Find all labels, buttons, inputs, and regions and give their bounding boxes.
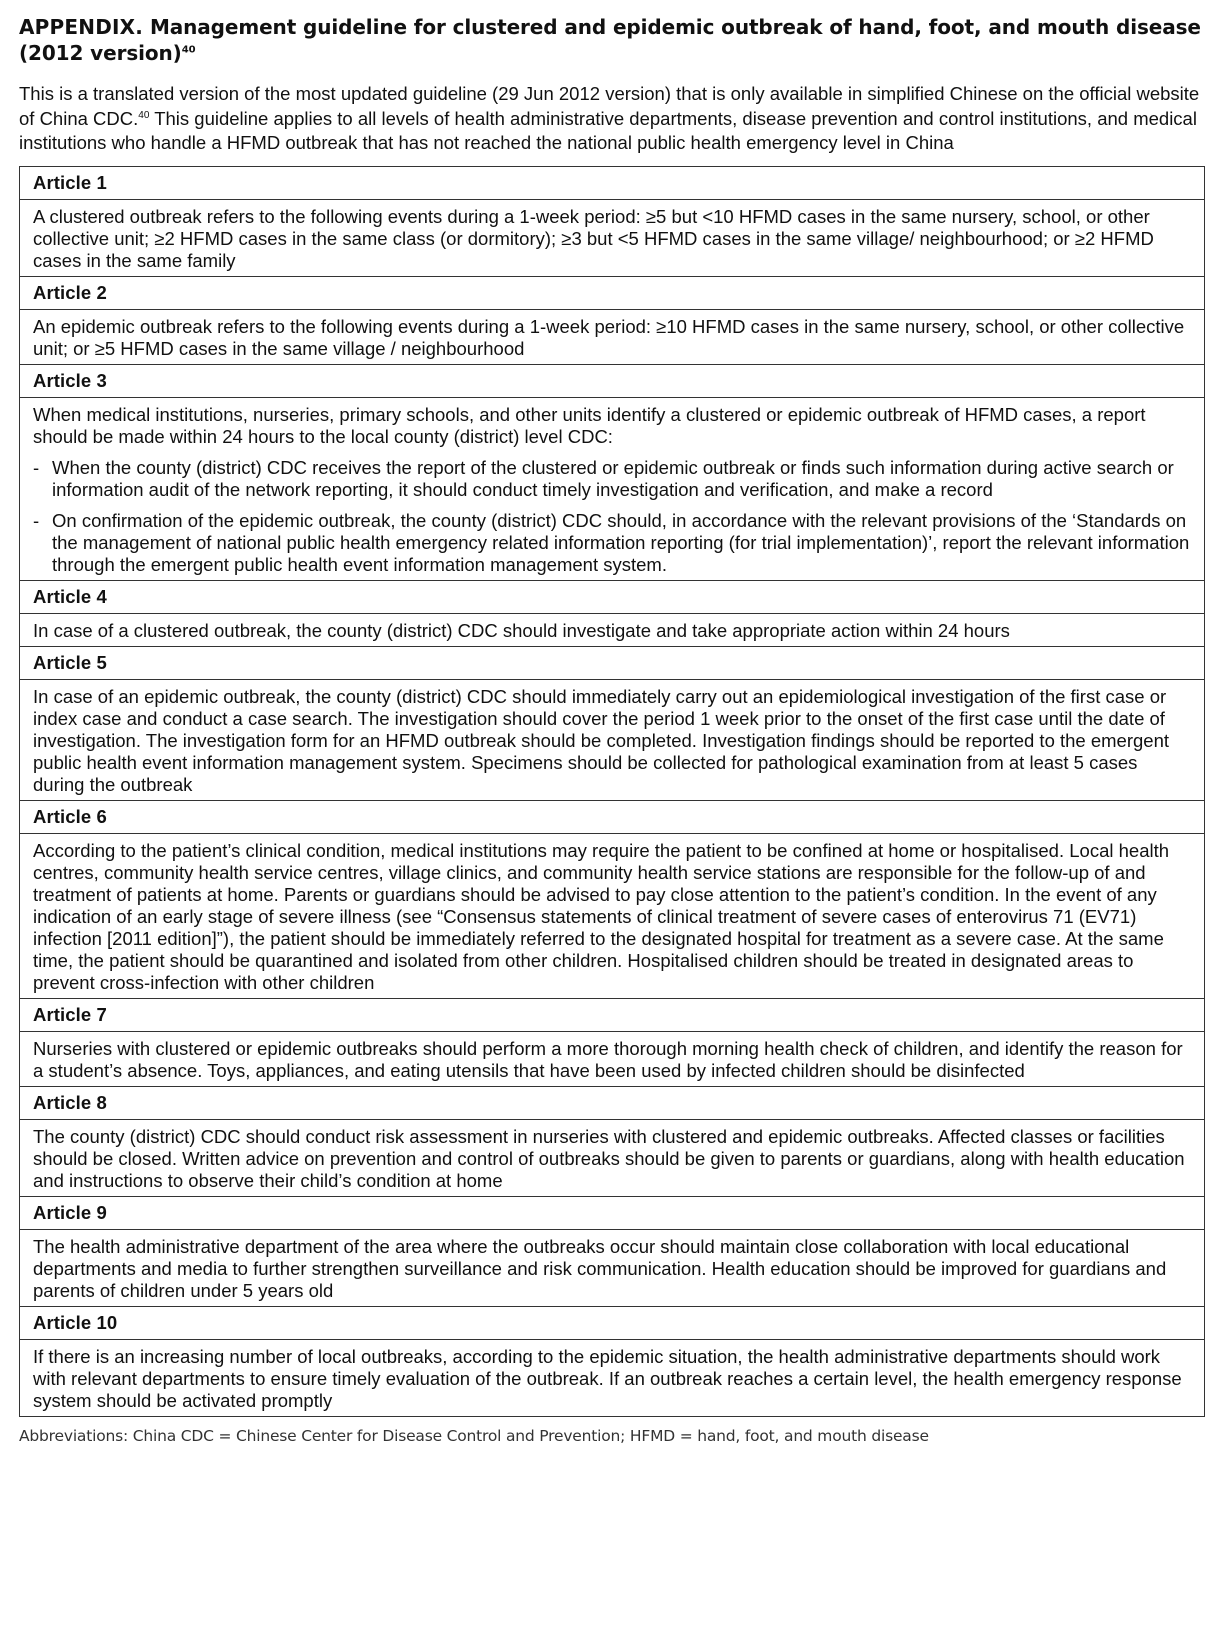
title-reference: 40 — [181, 44, 196, 56]
article-body-row — [20, 613, 1205, 646]
article-heading-row — [20, 800, 1205, 833]
article-body — [20, 199, 1205, 276]
article-heading: Article 5 — [20, 646, 1205, 679]
title-lead: APPENDIX. — [19, 15, 144, 39]
article-body-row — [20, 833, 1205, 998]
article-text: Nurseries with clustered or epidemic outbreaks should perform a more thorough morning health check of children, and identify the reason for a student’s absence. Toys, appliances, and eating utensils that have been used by infected children should be disinfected — [33, 1037, 1183, 1081]
articles-table-body — [20, 166, 1205, 1416]
intro-reference: 40 — [138, 109, 150, 121]
article-text: In case of an epidemic outbreak, the county (district) CDC should immediately carry out an epidemiological investigation of the first case or index case and conduct a case search. The investigation should cover the period 1 week prior to the onset of the first case until the date of investigation. The investigation form for an HFMD outbreak should be completed. Investigation findings should be reported to the emergent public health event information management system. Specimens should be collected for pathological examination from at least 5 cases during the outbreak — [33, 685, 1170, 795]
article-body-row — [20, 309, 1205, 364]
article-body-row — [20, 1339, 1205, 1416]
title-text: Management guideline for clustered and epidemic outbreak of hand, foot, and mouth disease (2012 version) — [19, 15, 1201, 65]
article-heading: Article 3 — [20, 364, 1205, 397]
article-heading: Article 9 — [20, 1196, 1205, 1229]
article-body — [20, 679, 1205, 800]
article-heading: Article 6 — [20, 800, 1205, 833]
article-heading-row — [20, 166, 1205, 199]
article-heading-row — [20, 364, 1205, 397]
article-heading-row — [20, 276, 1205, 309]
article-body-row — [20, 1119, 1205, 1196]
article-body — [20, 613, 1205, 646]
article-heading: Article 7 — [20, 998, 1205, 1031]
article-body — [20, 1339, 1205, 1416]
article-body — [20, 309, 1205, 364]
article-text: The county (district) CDC should conduct risk assessment in nurseries with clustered and epidemic outbreaks. Affected classes or facilities should be closed. Written advice on prevention and control of outbreaks should be given to parents or guardians, along with health education and instructions to observe their child’s condition at home — [33, 1125, 1185, 1191]
article-body-row — [20, 199, 1205, 276]
article-bullet-list — [33, 457, 1191, 576]
page-title — [19, 14, 1206, 66]
bullet-dash-marker: - — [33, 509, 40, 531]
article-body — [20, 1031, 1205, 1086]
article-heading: Article 10 — [20, 1306, 1205, 1339]
bullet-text: When the county (district) CDC receives the report of the clustered or epidemic outbreak or finds such information during active search or information audit of the network reporting, it should conduct timely investigation and verification, and make a record — [52, 456, 1174, 500]
article-text: In case of a clustered outbreak, the county (district) CDC should investigate and take appropriate action within 24 hours — [33, 619, 1010, 641]
article-text: An epidemic outbreak refers to the following events during a 1-week period: ≥10 HFMD cases in the same nursery, school, or other collective unit; or ≥5 HFMD cases in the same village / neighbourhood — [33, 315, 1185, 359]
intro-text-part2: This guideline applies to all levels of health administrative departments, disease prevention and control institutions, and medical institutions who handle a HFMD outbreak that has not reached the national public health emergency level in China — [19, 107, 1197, 153]
article-body — [20, 1119, 1205, 1196]
article-text: If there is an increasing number of local outbreaks, according to the epidemic situation, the health administrative departments should work with relevant departments to ensure timely evaluation of the outbreak. If an outbreak reaches a certain level, the health emergency response system should be activated promptly — [33, 1345, 1182, 1411]
article-body — [20, 833, 1205, 998]
article-body-row — [20, 397, 1205, 580]
article-heading-row — [20, 580, 1205, 613]
article-body — [20, 1229, 1205, 1306]
bullet-text: On confirmation of the epidemic outbreak, the county (district) CDC should, in accordance with the relevant provisions of the ‘Standards on the management of national public health emergency related information reporting (for trial implementation)’, report the relevant information through the emergent public health event information management system. — [52, 509, 1190, 575]
article-heading: Article 2 — [20, 276, 1205, 309]
article-heading: Article 4 — [20, 580, 1205, 613]
article-heading-row — [20, 646, 1205, 679]
article-body-row — [20, 1031, 1205, 1086]
article-text: A clustered outbreak refers to the following events during a 1-week period: ≥5 but <10 HFMD cases in the same nursery, school, or other collective unit; ≥2 HFMD cases in the same class (or dormitory); ≥3 but <5 HFMD cases in the same village/ neighbourhood; or ≥2 HFMD cases in the same family — [33, 205, 1154, 271]
article-text: The health administrative department of the area where the outbreaks occur should maintain close collaboration with local educational departments and media to further strengthen surveillance and risk communication. Health education should be improved for guardians and parents of children under 5 years old — [33, 1235, 1167, 1301]
article-heading: Article 8 — [20, 1086, 1205, 1119]
abbreviations-footnote: Abbreviations: China CDC = Chinese Center for Disease Control and Prevention; HFMD = hand, foot, and mouth disease — [19, 1426, 929, 1445]
article-text: When medical institutions, nurseries, primary schools, and other units identify a clustered or epidemic outbreak of HFMD cases, a report should be made within 24 hours to the local county (district) level CDC: — [33, 403, 1146, 447]
article-heading-row — [20, 1086, 1205, 1119]
article-body — [20, 397, 1205, 580]
article-heading: Article 1 — [20, 166, 1205, 199]
intro-paragraph — [19, 82, 1206, 156]
article-bullet-item — [33, 457, 1191, 501]
article-body-row — [20, 679, 1205, 800]
article-heading-row — [20, 1196, 1205, 1229]
intro-text-part1: This is a translated version of the most updated guideline (29 Jun 2012 version) that is only available in simplified Chinese on the official website of China CDC. — [19, 83, 1200, 129]
article-bullet-item — [33, 510, 1191, 576]
article-heading-row — [20, 998, 1205, 1031]
bullet-dash-marker: - — [33, 456, 40, 478]
article-body-row — [20, 1229, 1205, 1306]
article-heading-row — [20, 1306, 1205, 1339]
article-text: According to the patient’s clinical condition, medical institutions may require the patient to be confined at home or hospitalised. Local health centres, community health service centres, village clinics, and community health service stations are responsible for the follow-up of and treatment of patients at home. Parents or guardians should be advised to pay close attention to the patient’s condition. In the event of any indication of an early stage of severe illness (see “Consensus statements of clinical treatment of severe cases of enterovirus 71 (EV71) infection [2011 edition]”), the patient should be immediately referred to the designated hospital for treatment as a severe case. At the same time, the patient should be quarantined and isolated from other children. Hospitalised children should be treated in designated areas to prevent cross-infection with other children — [33, 839, 1170, 993]
articles-table — [19, 166, 1205, 1417]
